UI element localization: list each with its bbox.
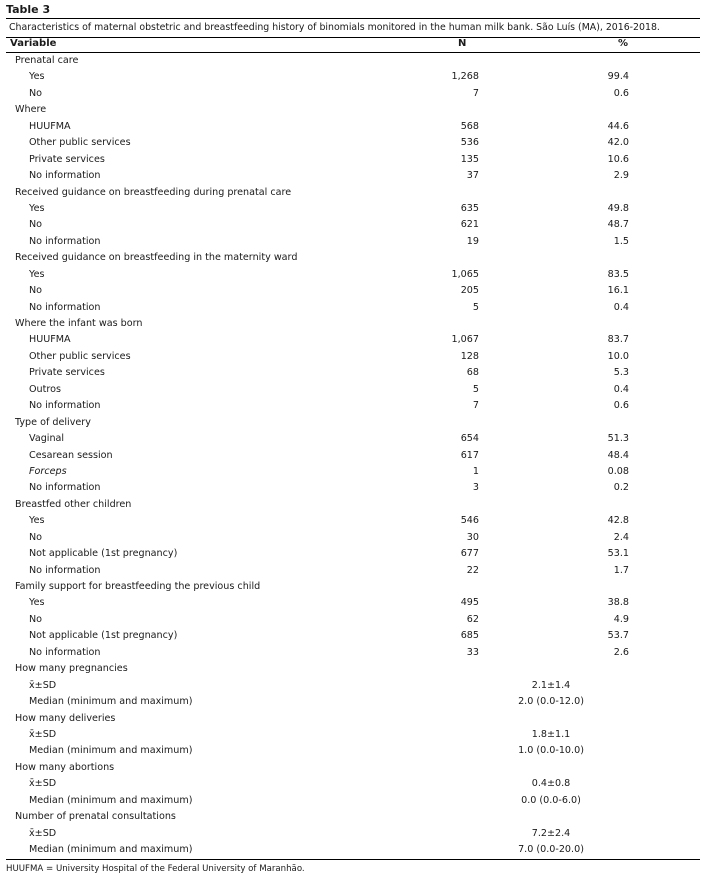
row-label: No information (29, 564, 101, 576)
row-label: Median (minimum and maximum) (29, 844, 193, 855)
table-row (6, 86, 700, 102)
row-label: x̄±SD (29, 679, 57, 691)
table-caption: Characteristics of maternal obstetric and breastfeeding history of binomials monitored in the human milk bank. São Luís (MA), 2016-2018. (9, 22, 660, 33)
row-label: x̄±SD (29, 827, 57, 839)
column-header-variable: Variable (10, 38, 57, 49)
cell-n: 62 (466, 613, 479, 625)
column-header-n: N (458, 38, 467, 49)
column-header-percent: % (618, 38, 629, 49)
cell-n: 5 (472, 301, 479, 313)
table-row (6, 464, 700, 480)
cell-n: 1 (472, 465, 479, 477)
cell-percent: 0.6 (613, 400, 629, 412)
table-row (6, 431, 700, 447)
cell-percent: 5.3 (613, 367, 629, 379)
table-row (6, 365, 700, 381)
row-label: Yes (29, 597, 45, 609)
section-label: Received guidance on breastfeeding during prenatal care (15, 186, 292, 198)
cell-percent: 83.7 (607, 334, 629, 346)
row-label: Private services (29, 367, 105, 379)
section-label: Type of delivery (15, 416, 91, 428)
cell-percent: 16.1 (607, 285, 629, 297)
cell-n: 33 (466, 646, 479, 658)
cell-percent: 51.3 (607, 433, 629, 445)
table-row (6, 826, 700, 842)
row-label: Not applicable (1st pregnancy) (29, 630, 178, 642)
row-label: Outros (29, 383, 61, 395)
cell-percent: 1.5 (613, 235, 629, 247)
table-row (6, 69, 700, 85)
table-row (6, 119, 700, 135)
table-footnote: HUUFMA = University Hospital of the Federal University of Maranhão. (6, 864, 305, 874)
table-row (6, 727, 700, 743)
cell-n: 1,065 (451, 268, 479, 280)
row-label: Other public services (29, 350, 131, 362)
cell-percent: 99.4 (607, 71, 629, 83)
table-section-row (6, 316, 700, 332)
row-label: Private services (29, 153, 105, 165)
cell-n: 7 (472, 87, 479, 99)
table-row (6, 234, 700, 250)
cell-n: 5 (472, 383, 479, 395)
row-label: HUUFMA (29, 334, 71, 346)
row-label: No (29, 87, 43, 99)
table-row (6, 398, 700, 414)
cell-n: 3 (472, 482, 479, 494)
cell-n: 68 (466, 367, 479, 379)
cell-n: 546 (460, 515, 479, 527)
row-label: No (29, 531, 43, 543)
cell-statistic: 0.0 (0.0-6.0) (521, 794, 581, 806)
cell-percent: 83.5 (607, 268, 629, 280)
cell-n: 1,067 (451, 334, 479, 346)
row-label: No (29, 613, 43, 625)
table-row (6, 546, 700, 562)
table-section-row (6, 497, 700, 513)
row-label: Cesarean session (29, 449, 113, 461)
table-row (6, 480, 700, 496)
cell-n: 654 (460, 433, 479, 445)
cell-n: 7 (472, 400, 479, 412)
table-row (6, 842, 700, 858)
bottom-rule (6, 859, 700, 860)
row-label: No information (29, 301, 101, 313)
table-section-row (6, 661, 700, 677)
table-row (6, 267, 700, 283)
cell-statistic: 1.0 (0.0-10.0) (518, 745, 584, 757)
table-row (6, 645, 700, 661)
row-label: x̄±SD (29, 778, 57, 790)
cell-n: 135 (460, 153, 479, 165)
row-label: Yes (29, 202, 45, 214)
cell-percent: 49.8 (607, 202, 629, 214)
column-header-row (6, 36, 700, 53)
table-row (6, 283, 700, 299)
cell-percent: 10.0 (607, 350, 629, 362)
section-label: How many deliveries (15, 712, 116, 724)
table-row (6, 628, 700, 644)
cell-percent: 10.6 (607, 153, 629, 165)
row-label: No information (29, 235, 101, 247)
table-section-row (6, 53, 700, 69)
row-label: Median (minimum and maximum) (29, 794, 193, 806)
table-row (6, 612, 700, 628)
row-label: Not applicable (1st pregnancy) (29, 548, 178, 560)
table-row (6, 776, 700, 792)
table-label: Table 3 (6, 3, 51, 16)
row-label: No (29, 219, 43, 231)
section-label: Number of prenatal consultations (15, 811, 176, 823)
table-row (6, 448, 700, 464)
cell-n: 677 (460, 548, 479, 560)
cell-percent: 42.0 (607, 137, 629, 149)
table-row (6, 678, 700, 694)
cell-n: 1,268 (451, 71, 479, 83)
cell-n: 30 (466, 531, 479, 543)
cell-statistic: 7.2±2.4 (531, 827, 571, 839)
cell-percent: 38.8 (607, 597, 629, 609)
cell-percent: 48.4 (607, 449, 629, 461)
row-label: Median (minimum and maximum) (29, 696, 193, 708)
row-label: x̄±SD (29, 728, 57, 740)
cell-percent: 2.9 (613, 170, 629, 182)
table-row (6, 530, 700, 546)
cell-n: 617 (460, 449, 479, 461)
section-label: Where (15, 104, 47, 116)
table-section-row (6, 185, 700, 201)
cell-n: 19 (466, 235, 479, 247)
row-label: Yes (29, 515, 45, 527)
section-label: Breastfed other children (15, 498, 132, 510)
table-row (6, 217, 700, 233)
cell-statistic: 0.4±0.8 (531, 778, 571, 790)
table-section-row (6, 102, 700, 118)
table-row (6, 300, 700, 316)
section-label: How many abortions (15, 761, 115, 773)
cell-n: 685 (460, 630, 479, 642)
cell-n: 495 (460, 597, 479, 609)
cell-n: 635 (460, 202, 479, 214)
table-row (6, 152, 700, 168)
table-body (6, 53, 700, 858)
cell-n: 128 (460, 350, 479, 362)
section-label: Prenatal care (15, 55, 79, 66)
table-section-row (6, 809, 700, 825)
cell-percent: 0.4 (613, 383, 629, 395)
cell-percent: 53.1 (607, 548, 629, 560)
cell-percent: 44.6 (607, 120, 629, 132)
table-row (6, 743, 700, 759)
table-row (6, 793, 700, 809)
table-section-row (6, 415, 700, 431)
cell-statistic: 2.0 (0.0-12.0) (518, 696, 584, 708)
row-label: Forceps (29, 465, 67, 477)
cell-percent: 0.08 (607, 465, 629, 477)
row-label: No information (29, 400, 101, 412)
table-section-row (6, 711, 700, 727)
row-label: No information (29, 482, 101, 494)
table-row (6, 349, 700, 365)
table-section-row (6, 579, 700, 595)
row-label: Yes (29, 71, 45, 83)
cell-percent: 0.4 (613, 301, 629, 313)
cell-n: 621 (460, 219, 479, 231)
cell-percent: 0.2 (613, 482, 629, 494)
cell-n: 37 (466, 170, 479, 182)
section-label: Where the infant was born (15, 318, 143, 329)
table-row (6, 332, 700, 348)
cell-n: 205 (460, 285, 479, 297)
table-row (6, 201, 700, 217)
table-row (6, 168, 700, 184)
cell-percent: 4.9 (613, 613, 629, 625)
cell-percent: 1.7 (613, 564, 629, 576)
cell-statistic: 1.8±1.1 (531, 728, 571, 740)
table-section-row (6, 250, 700, 266)
row-label: Median (minimum and maximum) (29, 745, 193, 757)
cell-percent: 2.4 (613, 531, 629, 543)
section-label: Received guidance on breastfeeding in the maternity ward (15, 252, 298, 264)
cell-n: 536 (460, 137, 479, 149)
cell-percent: 2.6 (613, 646, 629, 658)
cell-percent: 48.7 (607, 219, 629, 231)
table-row (6, 382, 700, 398)
cell-percent: 42.8 (607, 515, 629, 527)
table-row (6, 563, 700, 579)
table-row (6, 135, 700, 151)
row-label: Yes (29, 268, 45, 280)
section-label: How many pregnancies (15, 663, 128, 675)
caption-bar (6, 18, 700, 38)
cell-n: 22 (466, 564, 479, 576)
row-label: HUUFMA (29, 120, 71, 132)
cell-statistic: 2.1±1.4 (531, 679, 571, 691)
row-label: Vaginal (29, 433, 65, 445)
row-label: No information (29, 170, 101, 182)
table-row (6, 694, 700, 710)
section-label: Family support for breastfeeding the previous child (15, 581, 261, 592)
cell-percent: 53.7 (607, 630, 629, 642)
table-row (6, 595, 700, 611)
table-section-row (6, 760, 700, 776)
row-label: Other public services (29, 137, 131, 149)
row-label: No (29, 285, 43, 297)
cell-n: 568 (460, 120, 479, 132)
cell-percent: 0.6 (613, 87, 629, 99)
table-row (6, 513, 700, 529)
cell-statistic: 7.0 (0.0-20.0) (518, 844, 584, 855)
row-label: No information (29, 646, 101, 658)
